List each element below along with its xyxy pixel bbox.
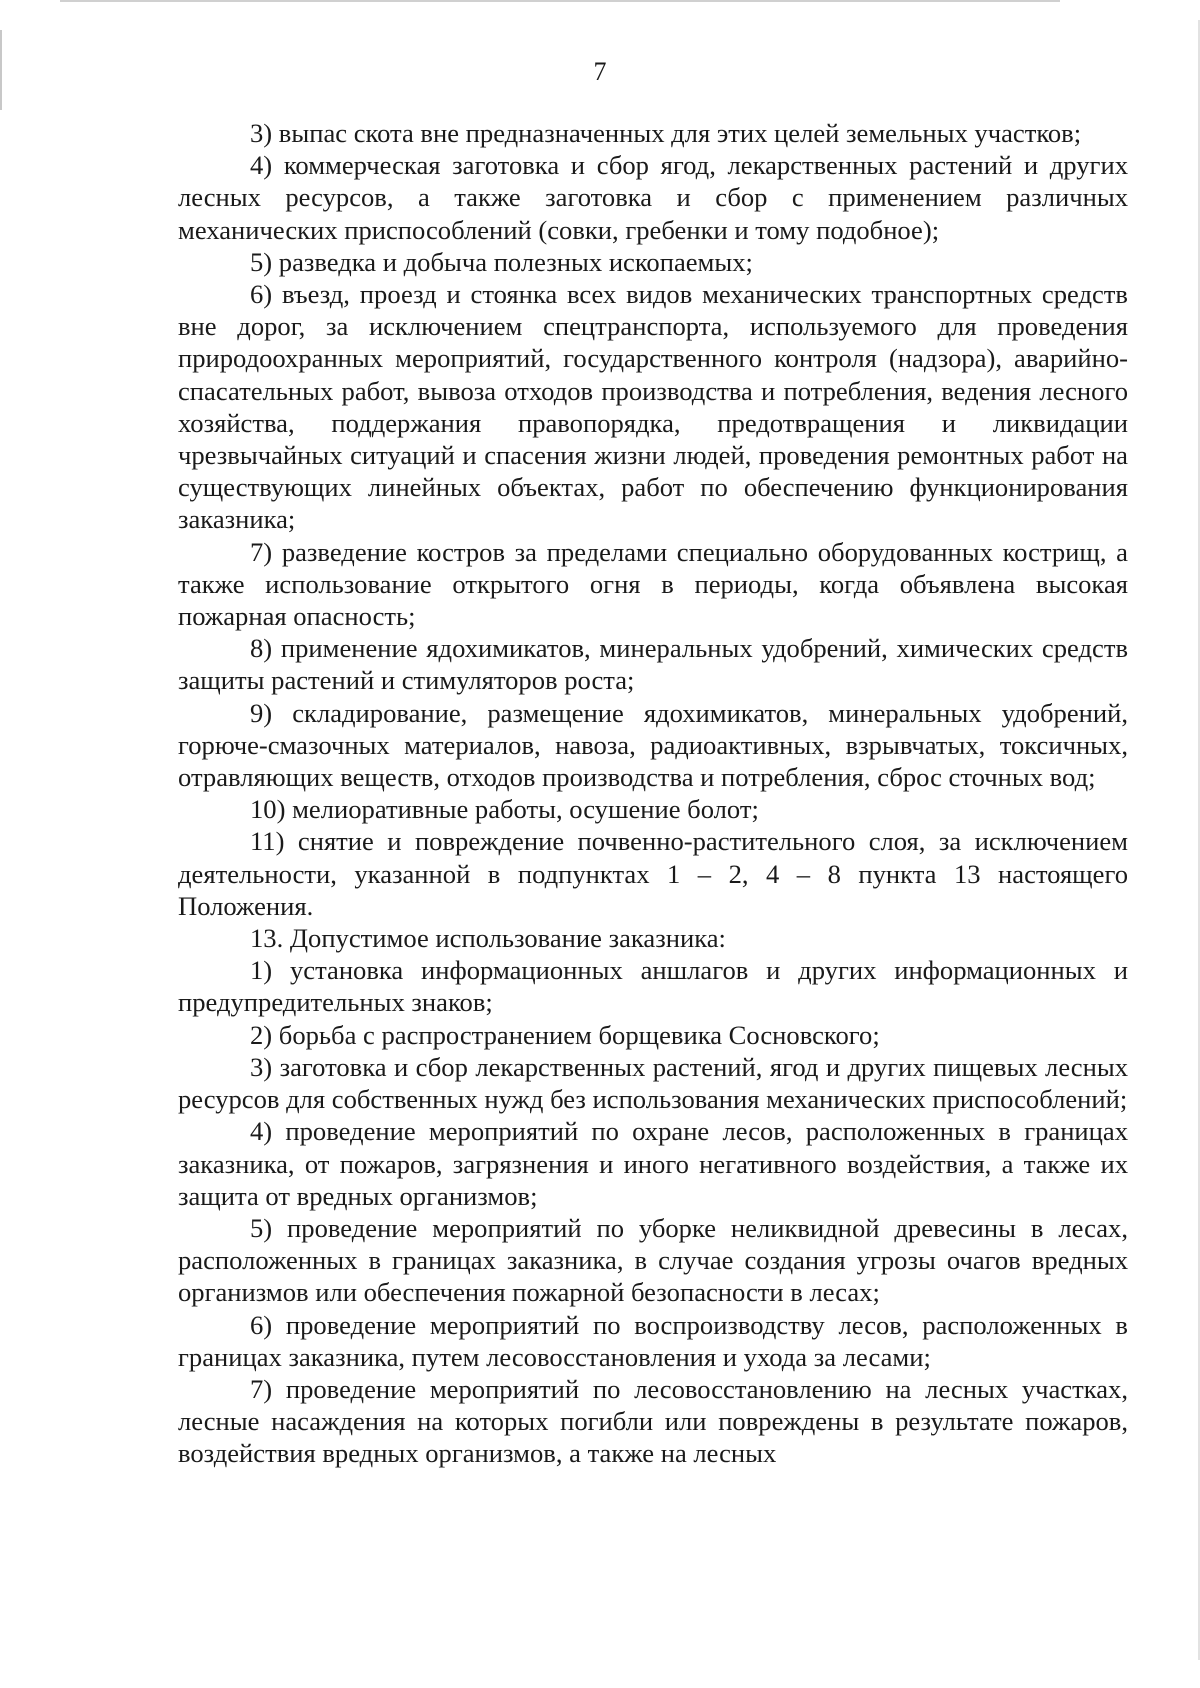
paragraph: 4) проведение мероприятий по охране лесов, расположенных в границах заказника, от пожаров, загрязнения и иного негативного воздействия, а также их защита от вредных организмов; xyxy=(178,1116,1128,1211)
paragraph: 7) разведение костров за пределами специально оборудованных кострищ, а также использование открытого огня в периоды, когда объявлена высокая пожарная опасность; xyxy=(178,536,1128,632)
document-body xyxy=(178,117,1128,1470)
paragraph: 8) применение ядохимикатов, минеральных удобрений, химических средств защиты растений и стимуляторов роста; xyxy=(178,633,1128,696)
paragraph: 5) разведка и добыча полезных ископаемых; xyxy=(250,246,753,277)
paragraph: 5) проведение мероприятий по уборке неликвидной древесины в лесах, расположенных в границах заказника, в случае создания угрозы очагов вредных организмов или обеспечения пожарной безопасности в лесах; xyxy=(178,1212,1128,1308)
section-heading: 13. Допустимое использование заказника: xyxy=(250,923,726,954)
paragraph: 3) заготовка и сбор лекарственных растений, ягод и других пищевых лесных ресурсов для собственных нужд без использования механических приспособлений; xyxy=(178,1051,1128,1115)
paragraph: 4) коммерческая заготовка и сбор ягод, лекарственных растений и других лесных ресурсов, а также заготовка и сбор с применением различных механических приспособлений (совки, гребенки и тому подобное); xyxy=(178,150,1128,245)
paragraph: 6) проведение мероприятий по воспроизводству лесов, расположенных в границах заказника, путем лесовосстановления и ухода за лесами; xyxy=(178,1309,1128,1372)
paragraph: 9) складирование, размещение ядохимикатов, минеральных удобрений, горюче-смазочных материалов, навоза, радиоактивных, взрывчатых, токсичных, отравляющих веществ, отходов производства и потребления, сброс сточных вод; xyxy=(178,697,1128,793)
scan-edge-top xyxy=(60,0,1060,2)
paragraph: 6) въезд, проезд и стоянка всех видов механических транспортных средств вне дорог, за исключением спецтранспорта, используемого для проведения природоохранных мероприятий, государственного контроля (надзора), аварийно-спасательных работ, вывоза отходов производства и потребления, ведения лесного хозяйства, поддержания правопорядка, предотвращения и ликвидации чрезвычайных ситуаций и спасения жизни людей, проведения ремонтных работ на существующих линейных объектах, работ по обеспечению функционирования заказника; xyxy=(178,279,1128,535)
page-number: 7 xyxy=(593,57,607,86)
paragraph: 1) установка информационных аншлагов и других информационных и предупредительных знаков; xyxy=(178,955,1128,1018)
paragraph: 3) выпас скота вне предназначенных для этих целей земельных участков; xyxy=(250,118,1082,148)
paragraph: 10) мелиоративные работы, осушение болот; xyxy=(250,794,759,825)
paragraph: 2) борьба с распространением борщевика Сосновского; xyxy=(250,1019,880,1050)
paragraph: 11) снятие и повреждение почвенно-растительного слоя, за исключением деятельности, указанной в подпунктах 1 – 2, 4 – 8 пункта 13 настоящего Положения. xyxy=(178,826,1128,921)
paragraph: 7) проведение мероприятий по лесовосстановлению на лесных участках, лесные насаждения на которых погибли или повреждены в результате пожаров, воздействия вредных организмов, а также на лесных xyxy=(178,1373,1128,1469)
